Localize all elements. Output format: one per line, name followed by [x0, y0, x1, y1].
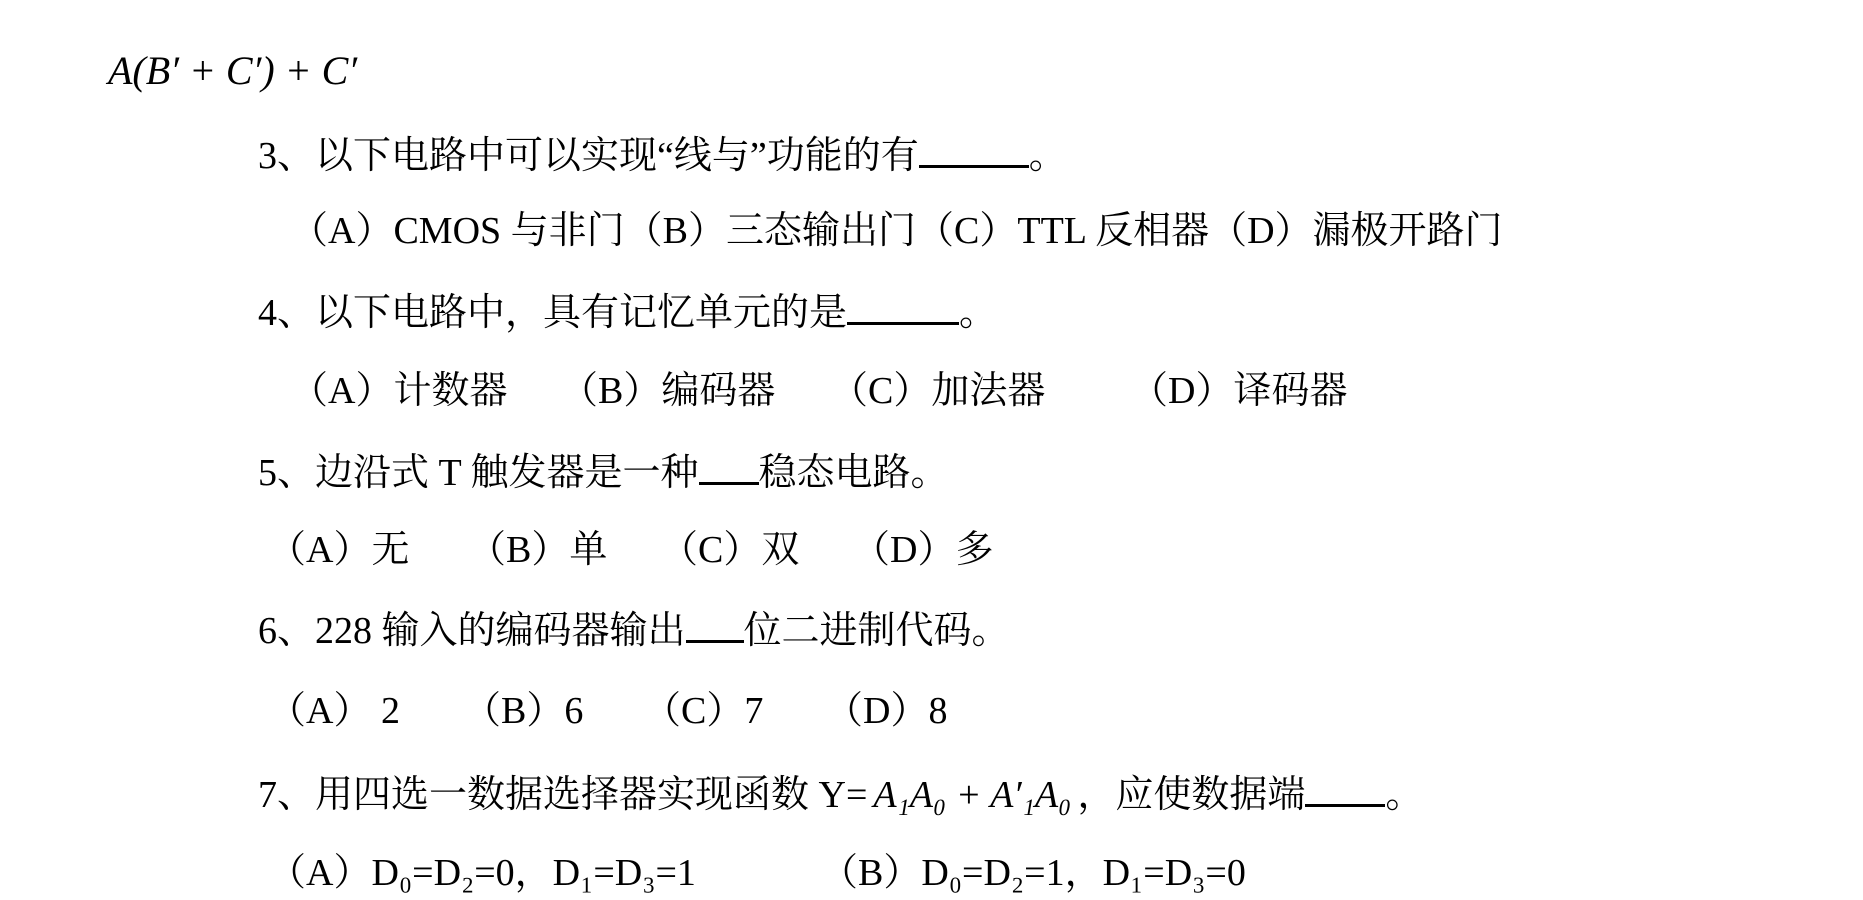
question-6-stem	[258, 608, 1010, 654]
question-6-text: 6、228 输入的编码器输出	[258, 610, 686, 652]
option-a: （A）CMOS 与非门	[290, 210, 625, 252]
option-a: （A）无	[268, 529, 410, 571]
option-c: （C）7	[643, 690, 764, 732]
question-6-options	[268, 688, 947, 734]
question-7-formula: A₁A₀ + A′₁A₀	[873, 774, 1072, 816]
question-7-stem	[258, 772, 1423, 818]
question-7-mid: ，应使数据端	[1077, 774, 1306, 816]
question-4-end: 。	[959, 292, 998, 334]
question-6-end: 位二进制代码。	[743, 610, 1010, 652]
question-4-stem	[258, 290, 997, 336]
question-5-text: 5、边沿式 T 触发器是一种	[258, 452, 699, 494]
option-b: （B）三态输出门	[624, 210, 917, 252]
answer-blank	[699, 452, 759, 485]
option-d: （D）8	[825, 690, 948, 732]
question-5-options	[268, 527, 993, 573]
option-d: （D）漏极开路门	[1209, 210, 1503, 252]
option-a: （A）计数器	[290, 370, 508, 412]
question-3-stem	[258, 133, 1067, 179]
answer-blank	[919, 135, 1029, 168]
answer-blank	[847, 292, 959, 325]
option-c: （C）TTL 反相器	[916, 210, 1210, 252]
question-7-text: 7、用四选一数据选择器实现函数 Y=	[258, 774, 868, 816]
question-7-options	[268, 850, 1246, 896]
question-3-options	[290, 208, 1503, 254]
question-3-text: 3、以下电路中可以实现“线与”功能的有	[258, 135, 919, 177]
option-b: （B）单	[468, 529, 608, 571]
option-d: （D）多	[852, 529, 994, 571]
option-b: （B）D₀=D₂=1，D₁=D₃=0	[820, 852, 1246, 894]
option-b: （B）编码器	[560, 370, 776, 412]
question-4-text: 4、以下电路中，具有记忆单元的是	[258, 292, 848, 334]
option-b: （B）6	[463, 690, 584, 732]
answer-blank	[686, 610, 744, 643]
option-c: （C）双	[660, 529, 800, 571]
option-d: （D）译码器	[1130, 370, 1348, 412]
question-5-stem	[258, 450, 949, 496]
answer-blank	[1305, 774, 1385, 807]
formula-line: A(B′ + C′) + C′	[108, 48, 358, 93]
option-a: （A） 2	[268, 690, 400, 732]
option-c: （C）加法器	[830, 370, 1046, 412]
question-5-end: 稳态电路。	[758, 452, 949, 494]
question-3-end: 。	[1028, 135, 1067, 177]
question-4-options	[290, 368, 1347, 414]
question-7-end: 。	[1385, 774, 1424, 816]
option-a: （A）D₀=D₂=0，D₁=D₃=1	[268, 852, 696, 894]
